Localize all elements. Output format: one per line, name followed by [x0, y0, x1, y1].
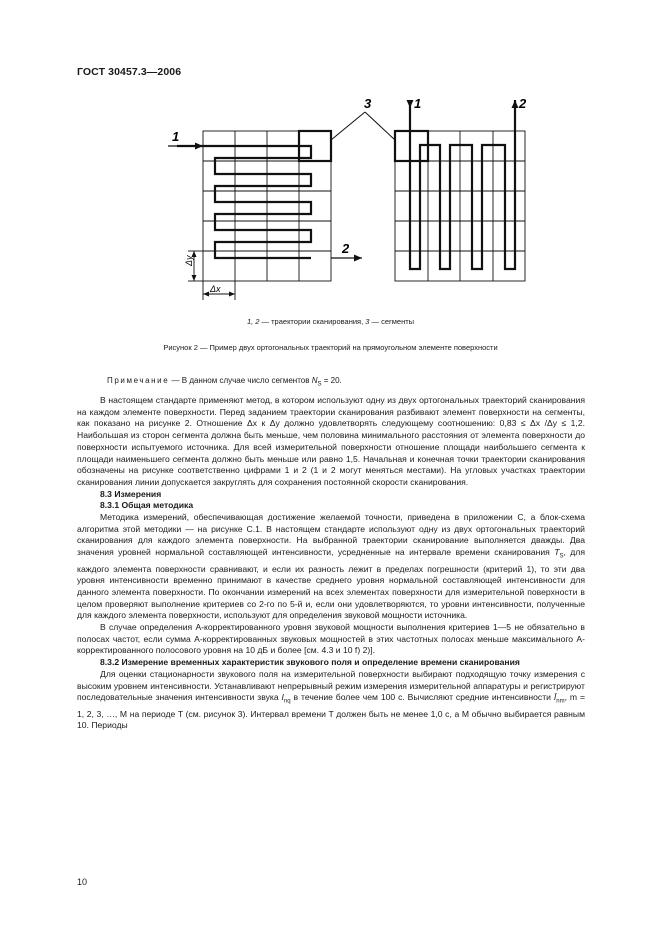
paragraph-method: В настоящем стандарте применяют метод, в котором используют одну из двух ортогональных траекторий сканирования на каждом элементе поверхности. Перед заданием траектории сканирования разбивают элемент поверхности на сегменты, как показано на рисунке 2. Отношение Δx к Δy должно удовлетворять следующему соотношению: 0,83 ≤ Δx /Δy ≤ 1,2. Наибольшая из сторон сегмента должна быть меньше, чем половина минимального расстояния от элемента поверхности до поверхности испытуемого источника. Для всей измерительной поверхности отношение площади наибольшего сегмента к площади наименьшего сегмента должно быть меньше или равно 1,5. Начальная и конечная точки траектории сканирования обозначены на рисунке соответственно цифрами 1 и 2 (1 и 2 могут меняться местами). На угловых участках траектории сканирования линии допускается закруглять для сохранения постоянной скорости сканирования. — [77, 395, 585, 487]
body-text — [77, 395, 585, 732]
note: Примечание — В данном случае число сегментов $N_S = 20$. — [107, 376, 342, 388]
left-arrowhead-1 — [195, 143, 203, 150]
page-number: 10 — [77, 877, 88, 887]
figure-caption: Рисунок 2 — Пример двух ортогональных траекторий на прямоугольном элементе поверхности — [163, 343, 498, 352]
label-3: 3 — [364, 96, 372, 111]
heading-8-3: 8.3 Измерения — [100, 488, 162, 499]
heading-8-3-2: 8.3.2 Измерение временных характеристик звукового поля и определение времени сканирования — [100, 657, 520, 668]
scan-trajectory-figure — [0, 0, 661, 310]
label-2-right: 2 — [519, 96, 527, 111]
document-header: ГОСТ 30457.3—2006 — [77, 66, 182, 78]
label-1-right: 1 — [414, 96, 422, 111]
paragraph-time: Для оценки стационарности звукового поля на измерительной поверхности выбирают подходящую точку измерения с высоким уровнем интенсивности. Устанавливают непрерывный режим измерения измерительной аппаратуры и регистрируют последовательные значения интенсивности звука $I_{nq}$ в течение более чем 100 с. Вычисляют средние интенсивности $Ī_{nm}$, m = 1, 2, 3, …, M на периоде T (см. рисунок 3). Интервал времени T должен быть не менее 1,0 с, а M обычно выбирается равным 10. Периоды — [77, 668, 585, 731]
delta-y-label: Δy — [184, 255, 194, 266]
heading-8-3-1: 8.3.1 Общая методика — [100, 500, 194, 511]
left-trajectory — [177, 146, 311, 258]
delta-x-label: Δx — [210, 284, 221, 294]
right-arrowhead-1 — [407, 100, 414, 108]
label-1-left: 1 — [172, 129, 180, 144]
right-arrowhead-2 — [512, 100, 519, 108]
paragraph-a-weighted: В случае определения А-корректированного уровня звуковой мощности выполнения критериев 1—5 не обязательно в полосах частот, если сумма А-корректированных звуковых мощностей в этих частотных полосах меньше максимального А-корректированного полосового уровня на 10 дБ и более [см. 4.3 и 10 f) 2)]. — [77, 622, 585, 656]
right-trajectory — [410, 100, 515, 269]
label-2-left: 2 — [342, 241, 350, 256]
figure-legend: 1, 2 — траектории сканирования, 3 — сегменты — [246, 317, 415, 326]
leader-3a — [331, 112, 365, 140]
arrow-2-head — [354, 255, 362, 262]
paragraph-general: Методика измерений, обеспечивающая достижение желаемой точности, приведена в приложении С, а блок-схема алгоритма этой методики — на рисунке С.1. В настоящем стандарте используют одну из двух ортогональных траекторий сканирования для каждого элемента поверхности. На выбранной траектории сканирование выполняется дважды. Два значения уровней нормальной составляющей интенсивности, усредненные на интервале времени сканирования $T_S$, для каждого элемента поверхности сравнивают, и если их разность лежит в пределах погрешности (критерий 1), то эти два уровня интенсивности временно принимают в качестве среднего уровня нормальной составляющей интенсивности для данного элемента поверхности. По окончании измерений на всех элементах поверхности для измерительной поверхности в целом проверяют выполнение критериев со 2-го по 5-й и, если они удовлетворяются, то уровни интенсивности, полученные для каждого элемента поверхности, используют для определения звуковой мощности источника. — [77, 512, 585, 621]
leader-3b — [365, 112, 395, 140]
